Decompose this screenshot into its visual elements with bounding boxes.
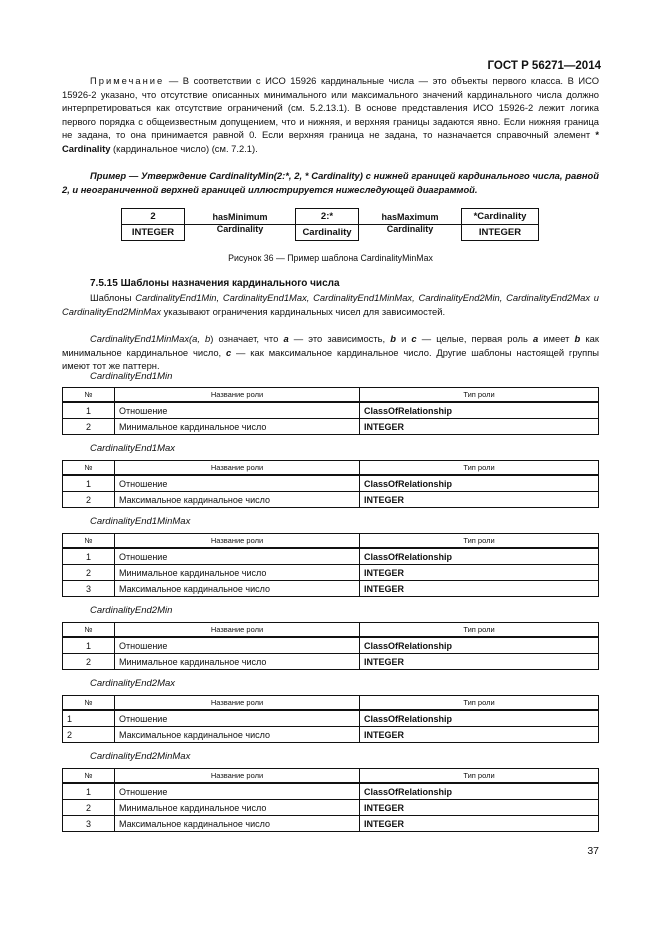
table-row xyxy=(63,419,599,435)
header-name: Название роли xyxy=(115,623,360,638)
table-row xyxy=(63,475,599,492)
cell-name: Отношение xyxy=(115,548,360,565)
cell-type: INTEGER xyxy=(360,800,599,816)
header-num: № xyxy=(63,461,115,476)
cell-type: ClassOfRelationship xyxy=(360,710,599,727)
header-type: Тип роли xyxy=(360,696,599,711)
text: ) означает, что xyxy=(210,333,284,344)
header-num: № xyxy=(63,696,115,711)
table-row xyxy=(63,800,599,816)
var: b xyxy=(574,333,581,344)
text: указывают ограничения кардинальных чисел для зависимостей. xyxy=(161,305,446,317)
cell-num: 3 xyxy=(63,581,115,597)
section-title: 7.5.15 Шаблоны назначения кардинального числа xyxy=(90,278,340,289)
relation-label: Cardinality xyxy=(216,224,264,234)
note-tail: (кардинальное число) (см. 7.2.1). xyxy=(110,142,258,154)
cell-name: Отношение xyxy=(115,710,360,727)
box-value: 2:* xyxy=(296,209,358,225)
cell-type: INTEGER xyxy=(360,492,599,508)
cell-name: Минимальное кардинальное число xyxy=(115,565,360,581)
cell-num: 2 xyxy=(63,800,115,816)
cardinality-box xyxy=(295,208,359,241)
cell-type: ClassOfRelationship xyxy=(360,475,599,492)
table-title: CardinalityEnd2MinMax xyxy=(90,751,191,762)
cell-name: Отношение xyxy=(115,475,360,492)
relation-label: hasMaximum xyxy=(381,212,439,222)
table-title: CardinalityEnd2Min xyxy=(90,605,173,616)
cell-name: Максимальное кардинальное число xyxy=(115,727,360,743)
cell-name: Максимальное кардинальное число xyxy=(115,581,360,597)
relation-label: Cardinality xyxy=(386,224,434,234)
has-maximum-relation xyxy=(370,211,450,235)
cell-name: Минимальное кардинальное число xyxy=(115,419,360,435)
text: CardinalityEnd1MinMax( xyxy=(90,333,193,344)
note-label: Примечание xyxy=(90,75,165,86)
table-row xyxy=(63,402,599,419)
table-row xyxy=(63,637,599,654)
table-row xyxy=(63,783,599,800)
cell-type: INTEGER xyxy=(360,581,599,597)
cell-type: INTEGER xyxy=(360,419,599,435)
integer-box xyxy=(121,208,185,241)
cell-name: Отношение xyxy=(115,402,360,419)
cell-num: 2 xyxy=(63,565,115,581)
box-type: INTEGER xyxy=(131,227,175,238)
box-value: *Cardinality xyxy=(462,209,538,225)
cell-type: ClassOfRelationship xyxy=(360,783,599,800)
cell-name: Отношение xyxy=(115,783,360,800)
cell-type: INTEGER xyxy=(360,565,599,581)
figure-caption: Рисунок 36 — Пример шаблона CardinalityMinMax xyxy=(228,253,433,263)
header-num: № xyxy=(63,623,115,638)
cell-name: Максимальное кардинальное число xyxy=(115,816,360,832)
table-title: CardinalityEnd1Min xyxy=(90,371,173,382)
cell-num: 2 xyxy=(63,727,115,743)
cardinality-diagram xyxy=(0,206,661,246)
template-table xyxy=(62,460,599,508)
note-text: — В соответствии с ИСО 15926 кардинальные числа — это объекты первого класса. В ИСО 15926-2 указано, что отсутствие описанных минимального или максимального значений кардинального числа должно интерпретироваться как отсутствие ограничений (см. 5.2.13.1). В основе представления ИСО 15926-2 лежит логика первого порядка с общеизвестным допущением, что и нижняя, и верхняя границы задаются явно. Если нижняя граница не задана, то она принимается равной 0. Если верхняя граница не задана, то назначается справочный элемент xyxy=(62,75,599,141)
text: — это зависимость, xyxy=(288,333,391,344)
table-row xyxy=(63,581,599,597)
text: Шаблоны xyxy=(90,292,136,303)
page-number: 37 xyxy=(587,845,599,857)
cell-num: 1 xyxy=(63,402,115,419)
cell-num: 1 xyxy=(63,548,115,565)
header-name: Название роли xyxy=(115,388,360,403)
table-row xyxy=(63,565,599,581)
table-title: CardinalityEnd2Max xyxy=(90,678,176,689)
header-name: Название роли xyxy=(115,769,360,784)
header-name: Название роли xyxy=(115,534,360,549)
cell-type: ClassOfRelationship xyxy=(360,548,599,565)
definition-paragraph xyxy=(62,332,599,373)
template-table xyxy=(62,768,599,832)
template-table xyxy=(62,695,599,743)
cell-num: 1 xyxy=(63,637,115,654)
var: b xyxy=(390,333,396,344)
var: a xyxy=(532,333,539,344)
text: и xyxy=(395,333,412,344)
table-row xyxy=(63,654,599,670)
box-value: 2 xyxy=(122,209,184,225)
templates-paragraph xyxy=(62,291,599,318)
note-strong: * Cardinality xyxy=(62,129,599,154)
has-minimum-relation xyxy=(200,211,280,235)
header-name: Название роли xyxy=(115,461,360,476)
header-type: Тип роли xyxy=(360,461,599,476)
cell-name: Минимальное кардинальное число xyxy=(115,800,360,816)
star-cardinality-box xyxy=(461,208,539,241)
table-row xyxy=(63,710,599,727)
table-row xyxy=(63,548,599,565)
table-row xyxy=(63,727,599,743)
var: c xyxy=(411,333,417,344)
header-type: Тип роли xyxy=(360,769,599,784)
template-table xyxy=(62,533,599,597)
cell-type: INTEGER xyxy=(360,654,599,670)
header-num: № xyxy=(63,388,115,403)
var: c xyxy=(226,346,232,358)
example-paragraph: Пример — Утверждение CardinalityMin(2:*, 2, * Cardinality) с нижней границей кардинального числа, равной 2, и неограниченной верхней границей иллюстрируется нижеследующей диаграммой. xyxy=(62,170,599,195)
table-title: CardinalityEnd1MinMax xyxy=(90,516,191,527)
document-header: ГОСТ Р 56271—2014 xyxy=(487,60,601,72)
cell-num: 3 xyxy=(63,816,115,832)
header-type: Тип роли xyxy=(360,534,599,549)
cell-num: 2 xyxy=(63,492,115,508)
header-num: № xyxy=(63,769,115,784)
cell-name: Отношение xyxy=(115,637,360,654)
box-type: INTEGER xyxy=(478,227,522,238)
cell-num: 2 xyxy=(63,419,115,435)
cell-num: 1 xyxy=(63,710,115,727)
header-type: Тип роли xyxy=(360,623,599,638)
cell-type: INTEGER xyxy=(360,816,599,832)
cell-type: ClassOfRelationship xyxy=(360,402,599,419)
table-row xyxy=(63,492,599,508)
template-table xyxy=(62,387,599,435)
table-row xyxy=(63,816,599,832)
note-paragraph xyxy=(62,74,599,156)
cell-num: 1 xyxy=(63,475,115,492)
table-title: CardinalityEnd1Max xyxy=(90,443,176,454)
header-type: Тип роли xyxy=(360,388,599,403)
cell-num: 2 xyxy=(63,654,115,670)
text: имеет xyxy=(538,333,575,344)
var: a xyxy=(283,333,289,344)
relation-label: hasMinimum xyxy=(212,212,268,222)
header-name: Название роли xyxy=(115,696,360,711)
template-table xyxy=(62,622,599,670)
header-num: № xyxy=(63,534,115,549)
cell-name: Максимальное кардинальное число xyxy=(115,492,360,508)
cell-num: 1 xyxy=(63,783,115,800)
text: как минимальное кардинальное число, xyxy=(62,333,599,358)
box-type: Cardinality xyxy=(302,227,352,238)
text: — как максимальное кардинальное число. Другие шаблоны настоящей группы имеют тот же паттерн. xyxy=(62,346,600,372)
cell-type: INTEGER xyxy=(360,727,599,743)
cell-type: ClassOfRelationship xyxy=(360,637,599,654)
text: a, b xyxy=(192,333,211,344)
text: — целые, первая роль xyxy=(416,333,533,344)
template-names: CardinalityEnd1Min, CardinalityEnd1Max, CardinalityEnd1MinMax, CardinalityEnd2Min, CardinalityEnd2Max и CardinalityEnd2MinMax xyxy=(62,292,599,317)
cell-name: Минимальное кардинальное число xyxy=(115,654,360,670)
